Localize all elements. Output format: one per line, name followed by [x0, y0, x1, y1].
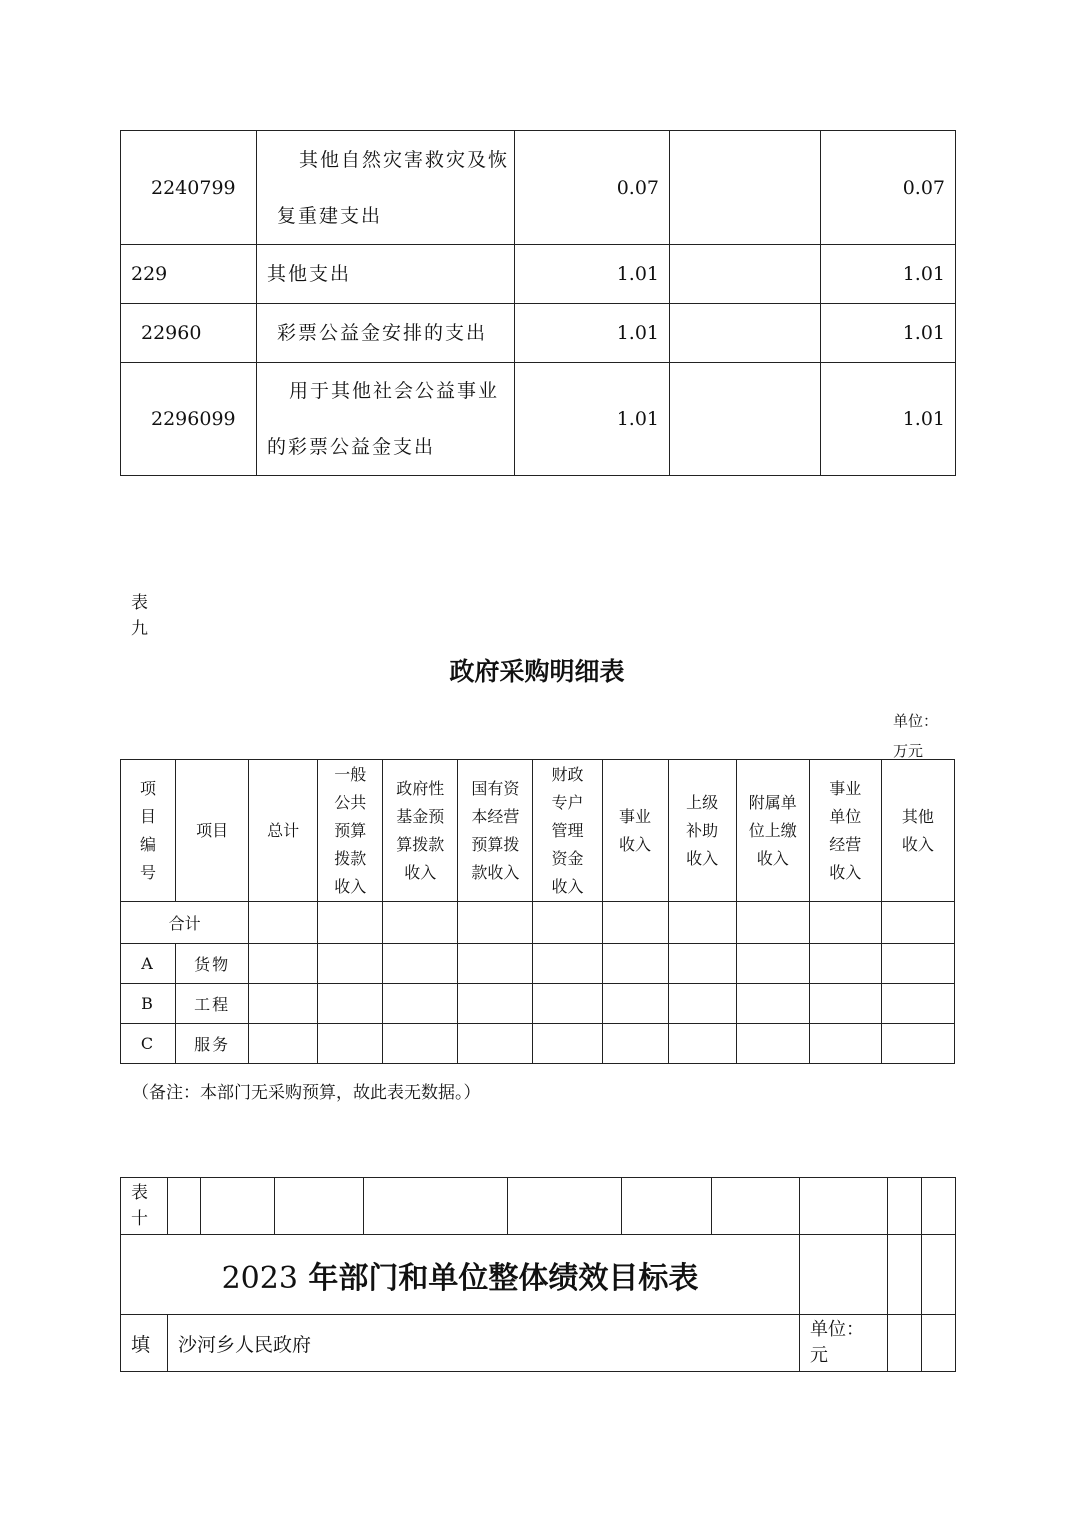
header-general-budget: 一般公共预算拨款收入	[318, 760, 383, 902]
total-row	[121, 902, 955, 944]
header-name: 项目	[176, 760, 249, 902]
item-name: 工程	[176, 984, 249, 1024]
table-row	[121, 1024, 955, 1064]
table-row	[121, 363, 956, 476]
table-nine-label: 表 九	[131, 593, 148, 639]
label-row	[121, 1178, 956, 1235]
value-cell: 1.01	[821, 304, 956, 363]
unit-label: 单位： 万元	[893, 712, 939, 760]
header-other-income: 其他收入	[881, 760, 954, 902]
value-cell: 1.01	[821, 363, 956, 476]
header-gov-fund: 政府性基金预算拨款收入	[383, 760, 458, 902]
item-code: B	[121, 984, 176, 1024]
subject-code: 2240799	[121, 131, 257, 245]
item-name: 服务	[176, 1024, 249, 1064]
table-row	[121, 131, 956, 245]
value-cell	[670, 131, 821, 245]
title-row	[121, 1235, 956, 1315]
info-row	[121, 1315, 956, 1372]
expenditure-table	[120, 130, 956, 476]
header-operating-income: 事业单位经营收入	[809, 760, 881, 902]
header-row	[121, 760, 955, 902]
header-state-capital: 国有资本经营预算拨款收入	[458, 760, 533, 902]
table-row	[121, 245, 956, 304]
table-row	[121, 984, 955, 1024]
table-ten-label: 表 十	[121, 1178, 168, 1235]
header-code: 项目编号	[121, 760, 176, 902]
item-code: A	[121, 944, 176, 984]
performance-target-table	[120, 1177, 956, 1372]
page-title: 政府采购明细表	[449, 657, 625, 686]
header-total: 总计	[249, 760, 318, 902]
value-cell: 1.01	[515, 363, 670, 476]
value-cell: 0.07	[515, 131, 670, 245]
unit-label: 单位： 元	[800, 1315, 888, 1372]
header-superior-subsidy: 上级补助收入	[668, 760, 736, 902]
table-ten-title: 2023 年部门和单位整体绩效目标表	[121, 1235, 800, 1315]
header-affiliated-units: 附属单位上缴收入	[736, 760, 809, 902]
subject-name: 彩票公益金安排的支出	[257, 304, 515, 363]
organization-name: 沙河乡人民政府	[168, 1315, 800, 1372]
header-special-account: 财政专户管理资金收入	[533, 760, 602, 902]
subject-code: 2296099	[121, 363, 257, 476]
subject-code: 22960	[121, 304, 257, 363]
table-row	[121, 304, 956, 363]
total-label: 合计	[121, 902, 249, 944]
value-cell: 1.01	[821, 245, 956, 304]
subject-name: 其他支出	[257, 245, 515, 304]
remark-note: （备注：本部门无采购预算，故此表无数据。）	[132, 1083, 481, 1103]
value-cell: 1.01	[515, 304, 670, 363]
procurement-table	[120, 759, 955, 1064]
value-cell: 1.01	[515, 245, 670, 304]
value-cell: 0.07	[821, 131, 956, 245]
fill-label: 填	[121, 1315, 168, 1372]
subject-name: 用于其他社会公益事业的彩票公益金支出	[257, 363, 515, 476]
header-business-income: 事业收入	[602, 760, 668, 902]
value-cell	[670, 245, 821, 304]
item-name: 货物	[176, 944, 249, 984]
table-row	[121, 944, 955, 984]
value-cell	[670, 363, 821, 476]
item-code: C	[121, 1024, 176, 1064]
subject-code: 229	[121, 245, 257, 304]
subject-name: 其他自然灾害救灾及恢复重建支出	[257, 131, 515, 245]
value-cell	[670, 304, 821, 363]
